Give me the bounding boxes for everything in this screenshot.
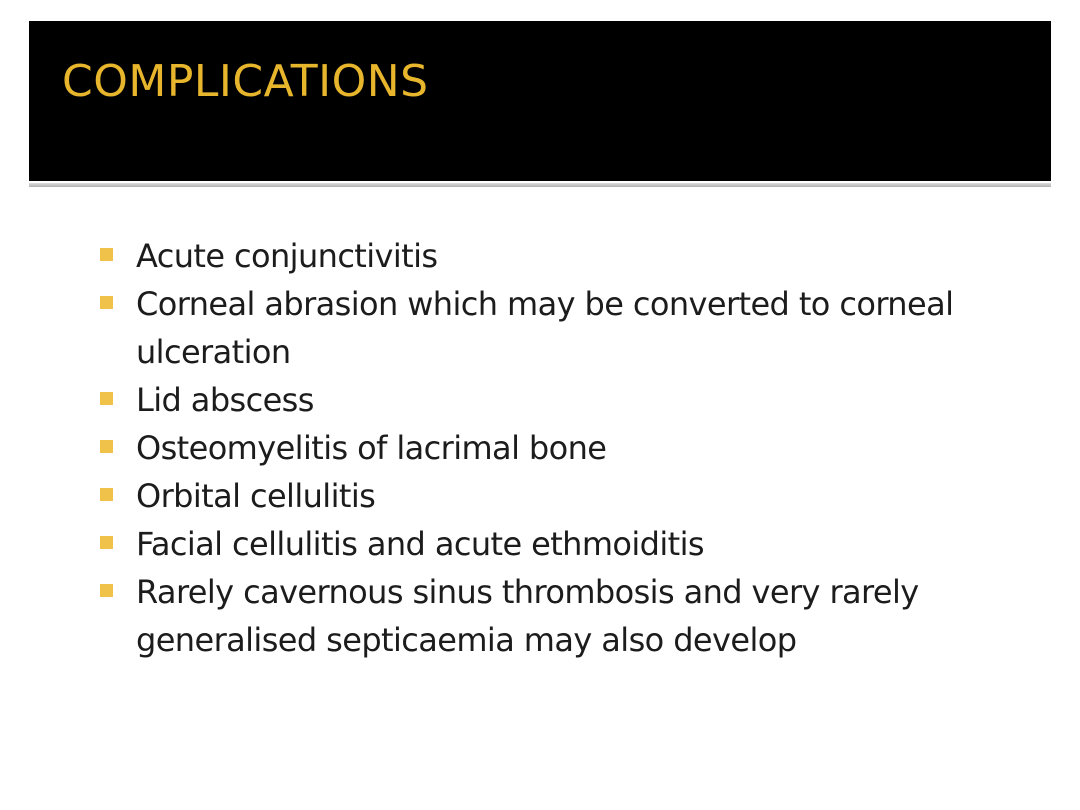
title-divider: [29, 183, 1051, 187]
bullet-item: [100, 232, 980, 280]
slide-title: COMPLICATIONS: [62, 56, 429, 107]
bullet-text: Orbital cellulitis: [136, 477, 376, 515]
square-bullet-icon: [100, 248, 113, 261]
square-bullet-icon: [100, 584, 113, 597]
square-bullet-icon: [100, 440, 113, 453]
bullet-list: [100, 232, 980, 664]
bullet-text: Lid abscess: [136, 381, 314, 419]
bullet-text: Osteomyelitis of lacrimal bone: [136, 429, 607, 467]
square-bullet-icon: [100, 392, 113, 405]
bullet-item: [100, 376, 980, 424]
square-bullet-icon: [100, 296, 113, 309]
bullet-text: Corneal abrasion which may be converted to corneal ulceration: [136, 285, 954, 371]
square-bullet-icon: [100, 488, 113, 501]
bullet-item: [100, 424, 980, 472]
bullet-text: Acute conjunctivitis: [136, 237, 438, 275]
bullet-item: [100, 472, 980, 520]
square-bullet-icon: [100, 536, 113, 549]
bullet-text: Rarely cavernous sinus thrombosis and very rarely generalised septicaemia may also develop: [136, 573, 919, 659]
bullet-text: Facial cellulitis and acute ethmoiditis: [136, 525, 704, 563]
bullet-item: [100, 520, 980, 568]
bullet-item: [100, 280, 980, 376]
bullet-item: [100, 568, 980, 664]
